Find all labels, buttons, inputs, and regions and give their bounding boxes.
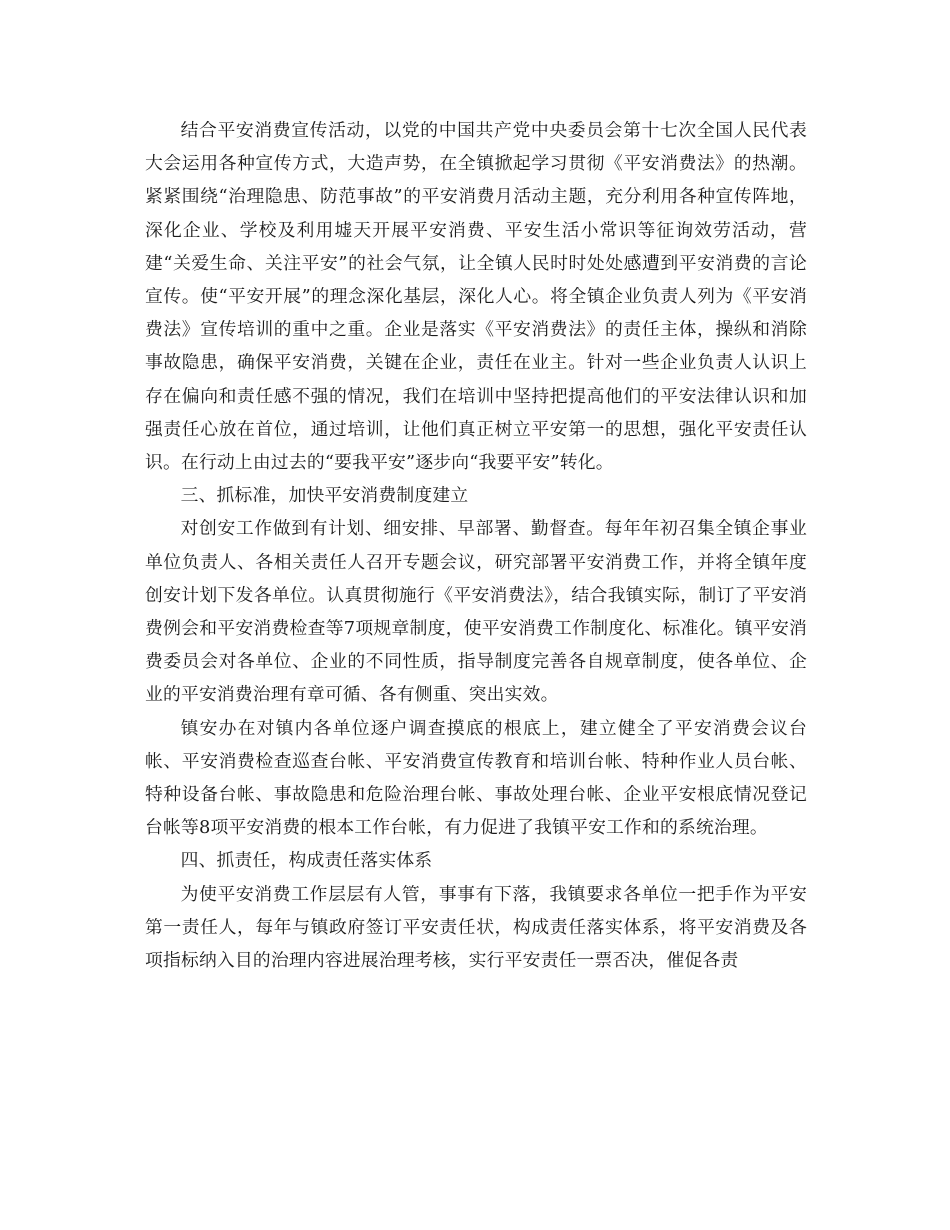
paragraph-publicity: 结合平安消费宣传活动，以党的中国共产党中央委员会第十七次全国人民代表大会运用各种宣传方式，大造声势，在全镇掀起学习贯彻《平安消费法》的热潮。紧紧围绕“治理隐患、防范事故”的平安消费月活动主题，充分利用各种宣传阵地，深化企业、学校及利用墟天开展平安消费、平安生活小常识等征询效劳活动，营建“关爱生命、关注平安”的社会气氛，让全镇人民时时处处感遭到平安消费的言论宣传。使“平安开展”的理念深化基层，深化人心。将全镇企业负责人列为《平安消费法》宣传培训的重中之重。企业是落实《平安消费法》的责任主体，操纵和消除事故隐患，确保平安消费，关键在企业，责任在业主。针对一些企业负责人认识上存在偏向和责任感不强的情况，我们在培训中坚持把提高他们的平安法律认识和加强责任心放在首位，通过培训，让他们真正树立平安第一的思想，强化平安责任认识。在行动上由过去的“要我平安”逐步向“我要平安”转化。 <box>145 120 807 474</box>
paragraph-responsibility: 为使平安消费工作层层有人管，事事有下落，我镇要求各单位一把手作为平安第一责任人，每年与镇政府签订平安责任状，构成责任落实体系，将平安消费及各项指标纳入目的治理内容进展治理考核，实行平安责任一票否决，催促各责 <box>145 883 807 972</box>
section-heading-standards: 三、抓标准，加快平安消费制度建立 <box>180 485 469 507</box>
document-body <box>145 114 807 977</box>
paragraph-ledgers: 镇安办在对镇内各单位逐户调查摸底的根底上，建立健全了平安消费会议台帐、平安消费检查巡查台帐、平安消费宣传教育和培训台帐、特种作业人员台帐、特种设备台帐、事故隐患和危险治理台帐、事故处理台帐、企业平安根底情况登记台帐等8项平安消费的根本工作台帐，有力促进了我镇平安工作和的系统治理。 <box>145 717 807 839</box>
section-heading-responsibility: 四、抓责任，构成责任落实体系 <box>180 850 433 872</box>
paragraph-planning: 对创安工作做到有计划、细安排、早部署、勤督查。每年年初召集全镇企事业单位负责人、各相关责任人召开专题会议，研究部署平安消费工作，并将全镇年度创安计划下发各单位。认真贯彻施行《平安消费法》，结合我镇实际，制订了平安消费例会和平安消费检查等7项规章制度，使平安消费工作制度化、标准化。镇平安消费委员会对各单位、企业的不同性质，指导制度完善各自规章制度，使各单位、企业的平安消费治理有章可循、各有侧重、突出实效。 <box>145 518 807 706</box>
